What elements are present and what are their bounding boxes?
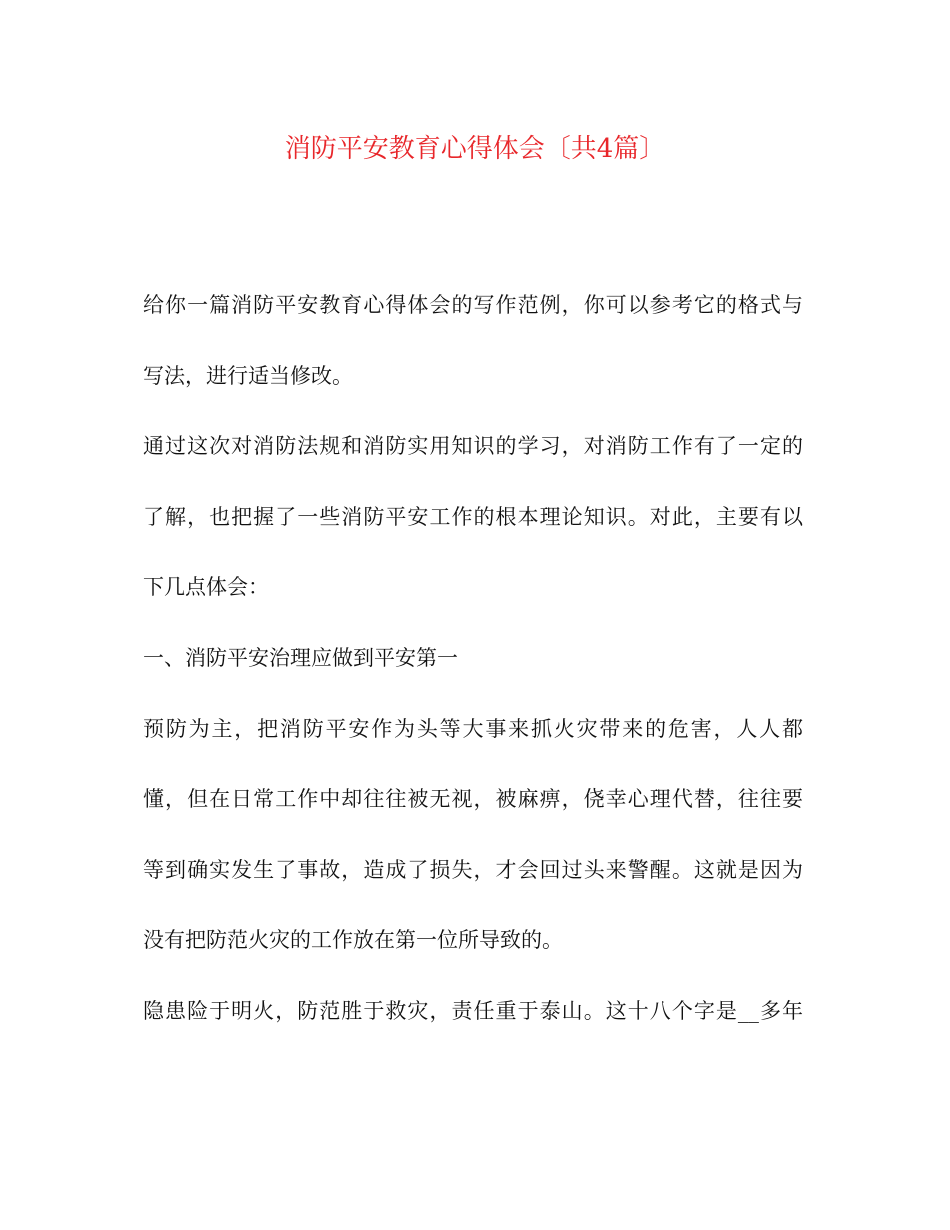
body-line: 懂，但在日常工作中却往往被无视，被麻痹，侥幸心理代替，往往要	[143, 787, 803, 812]
body-line: 写法，进行适当修改。	[143, 363, 353, 388]
body-line: 没有把防范火灾的工作放在第一位所导致的。	[143, 928, 563, 953]
document-title: 消防平安教育心得体会〔共4篇〕	[284, 134, 666, 164]
body-line: 通过这次对消防法规和消防实用知识的学习，对消防工作有了一定的	[143, 434, 803, 459]
body-line: 等到确实发生了事故，造成了损失，才会回过头来警醒。这就是因为	[143, 857, 803, 882]
document-body	[143, 281, 803, 1035]
body-line: 下几点体会：	[143, 575, 269, 600]
body-line: 预防为主，把消防平安作为头等大事来抓火灾带来的危害，人人都	[143, 716, 803, 741]
body-line: 了解，也把握了一些消防平安工作的根本理论知识。对此，主要有以	[143, 504, 803, 529]
section-heading: 一、消防平安治理应做到平安第一	[143, 645, 458, 670]
body-line: 隐患险于明火，防范胜于救灾，责任重于泰山。这十八个字是__多年	[143, 998, 803, 1023]
body-line: 给你一篇消防平安教育心得体会的写作范例，你可以参考它的格式与	[143, 293, 803, 317]
